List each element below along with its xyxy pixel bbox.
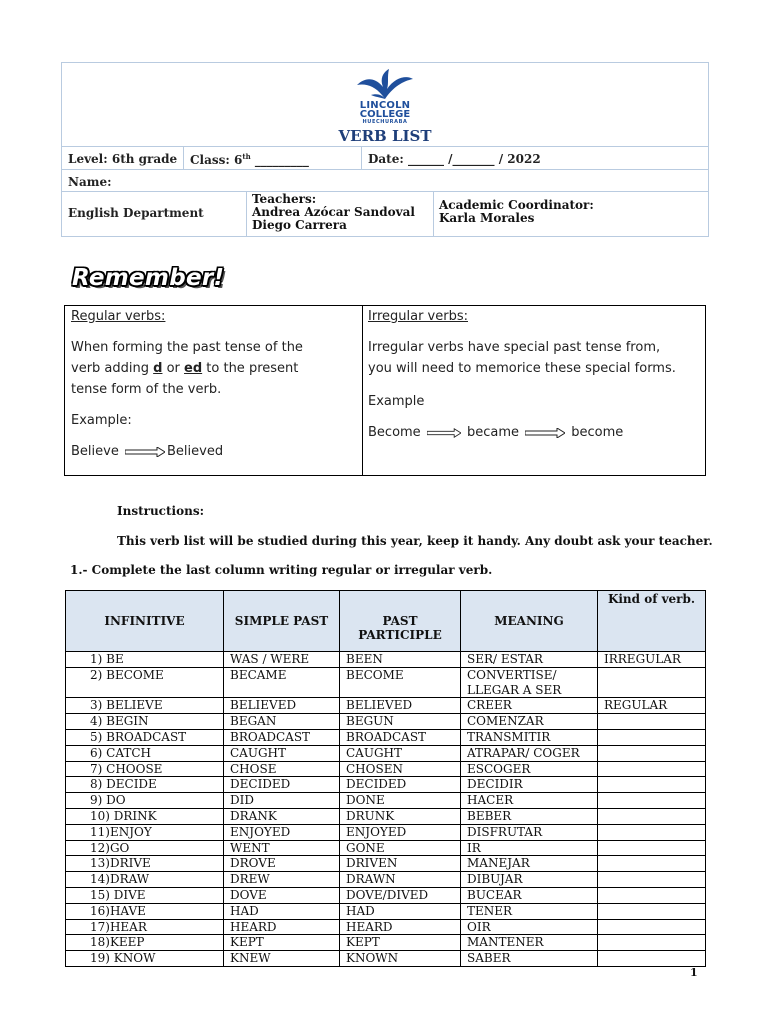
header-col-divider bbox=[246, 191, 247, 236]
table-cell: LLEGAR A SER bbox=[461, 683, 598, 698]
table-cell: ATRAPAR/ COGER bbox=[461, 745, 598, 761]
table-cell bbox=[66, 683, 224, 698]
table-cell: DRANK bbox=[224, 808, 340, 824]
column-header: MEANING bbox=[461, 591, 598, 652]
rules-box bbox=[64, 305, 706, 476]
table-cell: 1) BE bbox=[66, 652, 224, 668]
table-cell bbox=[598, 667, 706, 682]
table-cell: WAS / WERE bbox=[224, 652, 340, 668]
table-cell: DID bbox=[224, 793, 340, 809]
arrow-right-icon bbox=[427, 428, 461, 438]
column-header: SIMPLE PAST bbox=[224, 591, 340, 652]
table-row bbox=[66, 903, 706, 919]
regular-text-part: verb adding bbox=[71, 361, 154, 376]
table-cell: KEPT bbox=[340, 935, 461, 951]
class-blank: _________ bbox=[250, 153, 309, 167]
teachers-block bbox=[252, 193, 415, 232]
header-box bbox=[61, 62, 709, 237]
coordinator-block bbox=[439, 199, 594, 225]
table-row bbox=[66, 667, 706, 682]
table-cell bbox=[598, 745, 706, 761]
table-cell: CONVERTISE/ bbox=[461, 667, 598, 682]
table-row bbox=[66, 698, 706, 714]
irregular-text-line: you will need to memorice these special forms. bbox=[368, 361, 676, 376]
table-cell: DIBUJAR bbox=[461, 872, 598, 888]
table-header-row bbox=[66, 591, 706, 652]
table-cell: SABER bbox=[461, 951, 598, 967]
table-cell: 18)KEEP bbox=[66, 935, 224, 951]
table-cell bbox=[598, 793, 706, 809]
table-cell: 14)DRAW bbox=[66, 872, 224, 888]
table-cell: MANTENER bbox=[461, 935, 598, 951]
table-cell: ESCOGER bbox=[461, 761, 598, 777]
table-cell: KEPT bbox=[224, 935, 340, 951]
table-cell: KNEW bbox=[224, 951, 340, 967]
table-row bbox=[66, 887, 706, 903]
table-cell: BECOME bbox=[340, 667, 461, 682]
table-cell: HACER bbox=[461, 793, 598, 809]
table-cell: DRUNK bbox=[340, 808, 461, 824]
table-cell: 2) BECOME bbox=[66, 667, 224, 682]
example-word: became bbox=[466, 425, 519, 440]
example-word: Believe bbox=[71, 444, 119, 459]
header-divider bbox=[62, 169, 708, 170]
table-cell: CREER bbox=[461, 698, 598, 714]
class-superscript: th bbox=[242, 152, 251, 161]
table-cell: DECIDIR bbox=[461, 777, 598, 793]
table-cell bbox=[598, 714, 706, 730]
table-cell bbox=[598, 824, 706, 840]
table-row bbox=[66, 745, 706, 761]
header-divider bbox=[62, 191, 708, 192]
remember-heading: Remember! bbox=[72, 265, 225, 291]
regular-verbs-body bbox=[71, 337, 356, 462]
table-cell: ENJOYED bbox=[340, 824, 461, 840]
table-cell: BELIEVED bbox=[224, 698, 340, 714]
table-row bbox=[66, 872, 706, 888]
regular-text-line: When forming the past tense of the bbox=[71, 340, 303, 355]
table-cell bbox=[598, 919, 706, 935]
page-title: VERB LIST bbox=[338, 127, 432, 145]
table-cell bbox=[598, 856, 706, 872]
table-cell: HEARD bbox=[224, 919, 340, 935]
table-cell: IRREGULAR bbox=[598, 652, 706, 668]
table-cell bbox=[598, 729, 706, 745]
table-cell bbox=[598, 761, 706, 777]
table-cell: HAD bbox=[224, 903, 340, 919]
coordinator-name: Karla Morales bbox=[439, 211, 535, 225]
table-cell: 16)HAVE bbox=[66, 903, 224, 919]
table-cell: 12)GO bbox=[66, 840, 224, 856]
regular-example-label: Example: bbox=[71, 413, 132, 428]
table-cell bbox=[598, 840, 706, 856]
irregular-text-line: Irregular verbs have special past tense from, bbox=[368, 340, 661, 355]
table-row bbox=[66, 808, 706, 824]
logo-line-2: COLLEGE bbox=[359, 109, 411, 120]
table-cell: ENJOYED bbox=[224, 824, 340, 840]
header-col-divider bbox=[183, 146, 184, 169]
table-cell: 5) BROADCAST bbox=[66, 729, 224, 745]
table-cell: DONE bbox=[340, 793, 461, 809]
page-number: 1 bbox=[690, 966, 698, 979]
table-cell: GONE bbox=[340, 840, 461, 856]
table-cell: 13)DRIVE bbox=[66, 856, 224, 872]
table-row bbox=[66, 935, 706, 951]
regular-text-line bbox=[71, 358, 356, 379]
table-cell: COMENZAR bbox=[461, 714, 598, 730]
table-row bbox=[66, 652, 706, 668]
ed-suffix: ed bbox=[184, 361, 203, 376]
table-cell bbox=[598, 808, 706, 824]
name-field: Name: bbox=[68, 175, 112, 189]
table-cell: DRAWN bbox=[340, 872, 461, 888]
level-field: Level: 6th grade bbox=[68, 152, 178, 166]
logo-text bbox=[352, 101, 418, 125]
table-cell: REGULAR bbox=[598, 698, 706, 714]
table-row bbox=[66, 856, 706, 872]
table-cell: DROVE bbox=[224, 856, 340, 872]
table-cell bbox=[598, 777, 706, 793]
regular-text-part: to the present bbox=[202, 361, 299, 376]
table-cell: KNOWN bbox=[340, 951, 461, 967]
class-label: Class: 6 bbox=[190, 153, 243, 167]
table-cell: BROADCAST bbox=[340, 729, 461, 745]
regular-example bbox=[71, 441, 356, 462]
irregular-example bbox=[368, 422, 700, 443]
table-cell: DOVE/DIVED bbox=[340, 887, 461, 903]
table-cell: 19) KNOW bbox=[66, 951, 224, 967]
table-cell: TENER bbox=[461, 903, 598, 919]
arrow-right-icon bbox=[525, 428, 565, 438]
school-logo bbox=[352, 69, 418, 127]
table-cell: BEGAN bbox=[224, 714, 340, 730]
table-cell: BROADCAST bbox=[224, 729, 340, 745]
table-row bbox=[66, 729, 706, 745]
table-cell: 15) DIVE bbox=[66, 887, 224, 903]
table-cell bbox=[340, 683, 461, 698]
example-word: Become bbox=[368, 425, 421, 440]
table-cell: CAUGHT bbox=[224, 745, 340, 761]
table-cell: HEARD bbox=[340, 919, 461, 935]
table-cell: DISFRUTAR bbox=[461, 824, 598, 840]
table-row bbox=[66, 951, 706, 967]
column-header: Kind of verb. bbox=[598, 591, 706, 652]
irregular-example-label: Example bbox=[368, 394, 425, 409]
logo-line-1: LINCOLN bbox=[359, 100, 411, 111]
irregular-verbs-title: Irregular verbs: bbox=[368, 309, 468, 324]
table-cell: 11)ENJOY bbox=[66, 824, 224, 840]
table-cell bbox=[598, 683, 706, 698]
instructions-text: This verb list will be studied during this year, keep it handy. Any doubt ask your teacher. bbox=[117, 534, 713, 548]
regular-verbs-title: Regular verbs: bbox=[71, 309, 166, 324]
header-col-divider bbox=[361, 146, 362, 169]
table-row bbox=[66, 714, 706, 730]
example-word: Believed bbox=[166, 444, 224, 459]
table-cell bbox=[598, 935, 706, 951]
d-suffix: d bbox=[153, 361, 163, 376]
arrow-right-icon bbox=[125, 447, 165, 457]
table-cell: HAD bbox=[340, 903, 461, 919]
example-word: become bbox=[571, 425, 624, 440]
table-cell: 3) BELIEVE bbox=[66, 698, 224, 714]
table-row bbox=[66, 919, 706, 935]
table-cell: WENT bbox=[224, 840, 340, 856]
coordinator-label: Academic Coordinator: bbox=[439, 198, 594, 212]
column-header: PAST PARTICIPLE bbox=[340, 591, 461, 652]
table-cell: DECIDED bbox=[224, 777, 340, 793]
table-cell: BECAME bbox=[224, 667, 340, 682]
table-cell: 10) DRINK bbox=[66, 808, 224, 824]
header-divider bbox=[62, 146, 708, 147]
table-cell: BUCEAR bbox=[461, 887, 598, 903]
task-instruction: 1.- Complete the last column writing regular or irregular verb. bbox=[70, 563, 493, 577]
table-cell: MANEJAR bbox=[461, 856, 598, 872]
table-cell: BELIEVED bbox=[340, 698, 461, 714]
table-cell: SER/ ESTAR bbox=[461, 652, 598, 668]
table-row bbox=[66, 793, 706, 809]
teachers-label: Teachers: bbox=[252, 192, 317, 206]
table-cell: DREW bbox=[224, 872, 340, 888]
logo-line-3: HUECHURABA bbox=[362, 119, 408, 125]
regular-text-part: or bbox=[162, 361, 185, 376]
table-cell: BEEN bbox=[340, 652, 461, 668]
table-cell: BEGUN bbox=[340, 714, 461, 730]
class-field bbox=[190, 152, 309, 167]
table-cell: OIR bbox=[461, 919, 598, 935]
table-cell: 4) BEGIN bbox=[66, 714, 224, 730]
department-label: English Department bbox=[68, 206, 204, 220]
table-cell bbox=[598, 951, 706, 967]
table-cell bbox=[598, 887, 706, 903]
table-row bbox=[66, 761, 706, 777]
verb-table-body bbox=[66, 652, 706, 967]
table-cell: DECIDED bbox=[340, 777, 461, 793]
table-row bbox=[66, 840, 706, 856]
teacher-name: Diego Carrera bbox=[252, 218, 347, 232]
regular-text-line: tense form of the verb. bbox=[71, 382, 222, 397]
table-cell: 7) CHOOSE bbox=[66, 761, 224, 777]
table-cell: 8) DECIDE bbox=[66, 777, 224, 793]
date-field: Date: ______ /_______ / 2022 bbox=[368, 152, 541, 166]
table-cell bbox=[598, 872, 706, 888]
table-row bbox=[66, 683, 706, 698]
table-cell: CHOSE bbox=[224, 761, 340, 777]
column-header: INFINITIVE bbox=[66, 591, 224, 652]
table-cell: DOVE bbox=[224, 887, 340, 903]
table-cell: CAUGHT bbox=[340, 745, 461, 761]
table-cell: 6) CATCH bbox=[66, 745, 224, 761]
table-cell: CHOSEN bbox=[340, 761, 461, 777]
table-cell bbox=[598, 903, 706, 919]
table-cell bbox=[224, 683, 340, 698]
header-col-divider bbox=[433, 191, 434, 236]
rules-divider bbox=[362, 306, 363, 475]
instructions-title: Instructions: bbox=[117, 504, 205, 518]
table-cell: IR bbox=[461, 840, 598, 856]
table-cell: TRANSMITIR bbox=[461, 729, 598, 745]
eagle-logo-icon bbox=[355, 69, 415, 101]
table-row bbox=[66, 824, 706, 840]
teacher-name: Andrea Azócar Sandoval bbox=[252, 205, 415, 219]
table-cell: 9) DO bbox=[66, 793, 224, 809]
table-cell: BEBER bbox=[461, 808, 598, 824]
irregular-verbs-body bbox=[368, 337, 700, 443]
table-cell: DRIVEN bbox=[340, 856, 461, 872]
table-row bbox=[66, 777, 706, 793]
verb-table bbox=[65, 590, 706, 967]
table-cell: 17)HEAR bbox=[66, 919, 224, 935]
